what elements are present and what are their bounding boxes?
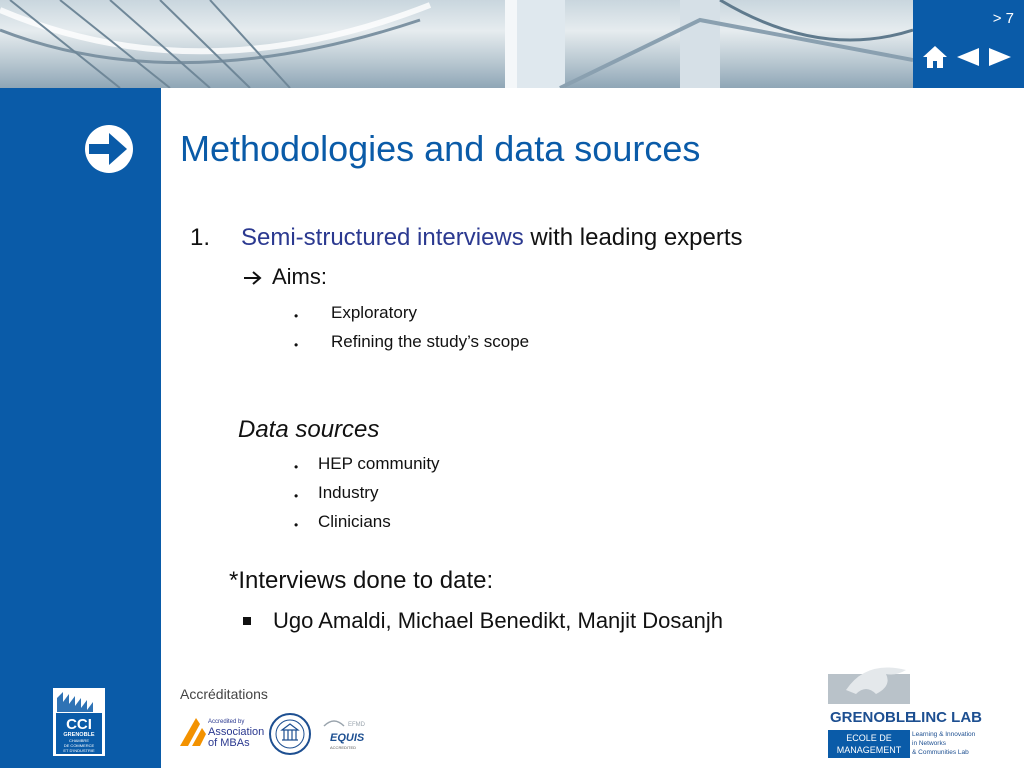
grenoble-linc-lab-logo <box>826 660 986 760</box>
item1-rest: with leading experts <box>523 224 743 251</box>
bullet-dot-icon: • <box>294 338 299 352</box>
list-number: 1. <box>190 224 211 251</box>
accreditation-logos <box>178 708 378 758</box>
cci-line2: DE COMMERCE <box>63 743 95 748</box>
linc-ecole1: ECOLE DE <box>846 733 892 743</box>
cci-line3: ET D'INDUSTRIE <box>63 748 95 753</box>
linc-desc3: & Communities Lab <box>912 749 969 756</box>
data-source-item: Clinicians <box>318 512 391 531</box>
bullet-dot-icon: • <box>294 489 299 503</box>
linc-lab-name: LINC LAB <box>912 709 982 726</box>
square-bullet-icon <box>243 617 251 625</box>
data-sources-heading: Data sources <box>238 416 380 443</box>
header-banner-image <box>0 0 913 88</box>
cci-grenoble-logo <box>53 688 105 756</box>
equis-logo <box>324 721 366 750</box>
equis-top: EFMD <box>348 722 365 728</box>
data-source-item: Industry <box>318 483 379 502</box>
bullet-dot-icon: • <box>294 460 299 474</box>
seal-logo <box>270 714 310 754</box>
aim-item: Exploratory <box>331 303 417 322</box>
previous-slide-icon[interactable] <box>955 44 981 70</box>
equis-name: EQUIS <box>330 732 365 744</box>
linc-ecole2: MANAGEMENT <box>836 745 902 755</box>
page-indicator: > 7 <box>992 10 1014 27</box>
next-slide-icon[interactable] <box>987 44 1013 70</box>
amba-small-text: Accredited by <box>208 719 245 725</box>
navigation-panel <box>913 0 1024 88</box>
linc-desc1: Learning & Innovation <box>912 731 976 738</box>
cci-name: CCI <box>66 716 92 733</box>
aims-label: Aims: <box>272 264 327 289</box>
amba-line1: Association <box>208 726 265 738</box>
bullet-dot-icon: • <box>294 309 299 323</box>
right-arrow-icon <box>243 270 263 286</box>
bullet-dot-icon: • <box>294 518 299 532</box>
aim-item: Refining the study’s scope <box>331 332 530 351</box>
linc-grenoble: GRENOBLE <box>830 709 916 726</box>
linc-desc2: in Networks <box>912 740 946 747</box>
amba-logo <box>180 718 264 749</box>
sidebar <box>0 88 161 768</box>
accreditations-label: Accréditations <box>180 686 268 702</box>
data-source-item: HEP community <box>318 454 440 473</box>
equis-bottom: ACCREDITED <box>330 745 357 750</box>
cci-city: GRENOBLE <box>63 732 95 738</box>
slide-title: Methodologies and data sources <box>180 128 701 169</box>
amba-line2: of MBAs <box>208 737 250 749</box>
right-arrow-circle-icon <box>80 120 138 178</box>
interviewees-list: Ugo Amaldi, Michael Benedikt, Manjit Dosanjh <box>273 608 724 633</box>
cci-line1: CHAMBRE <box>68 738 90 743</box>
interviews-heading: *Interviews done to date: <box>229 567 494 594</box>
item1-highlight: Semi-structured interviews <box>241 224 524 251</box>
item1-line <box>241 224 743 252</box>
home-icon[interactable] <box>922 44 948 70</box>
